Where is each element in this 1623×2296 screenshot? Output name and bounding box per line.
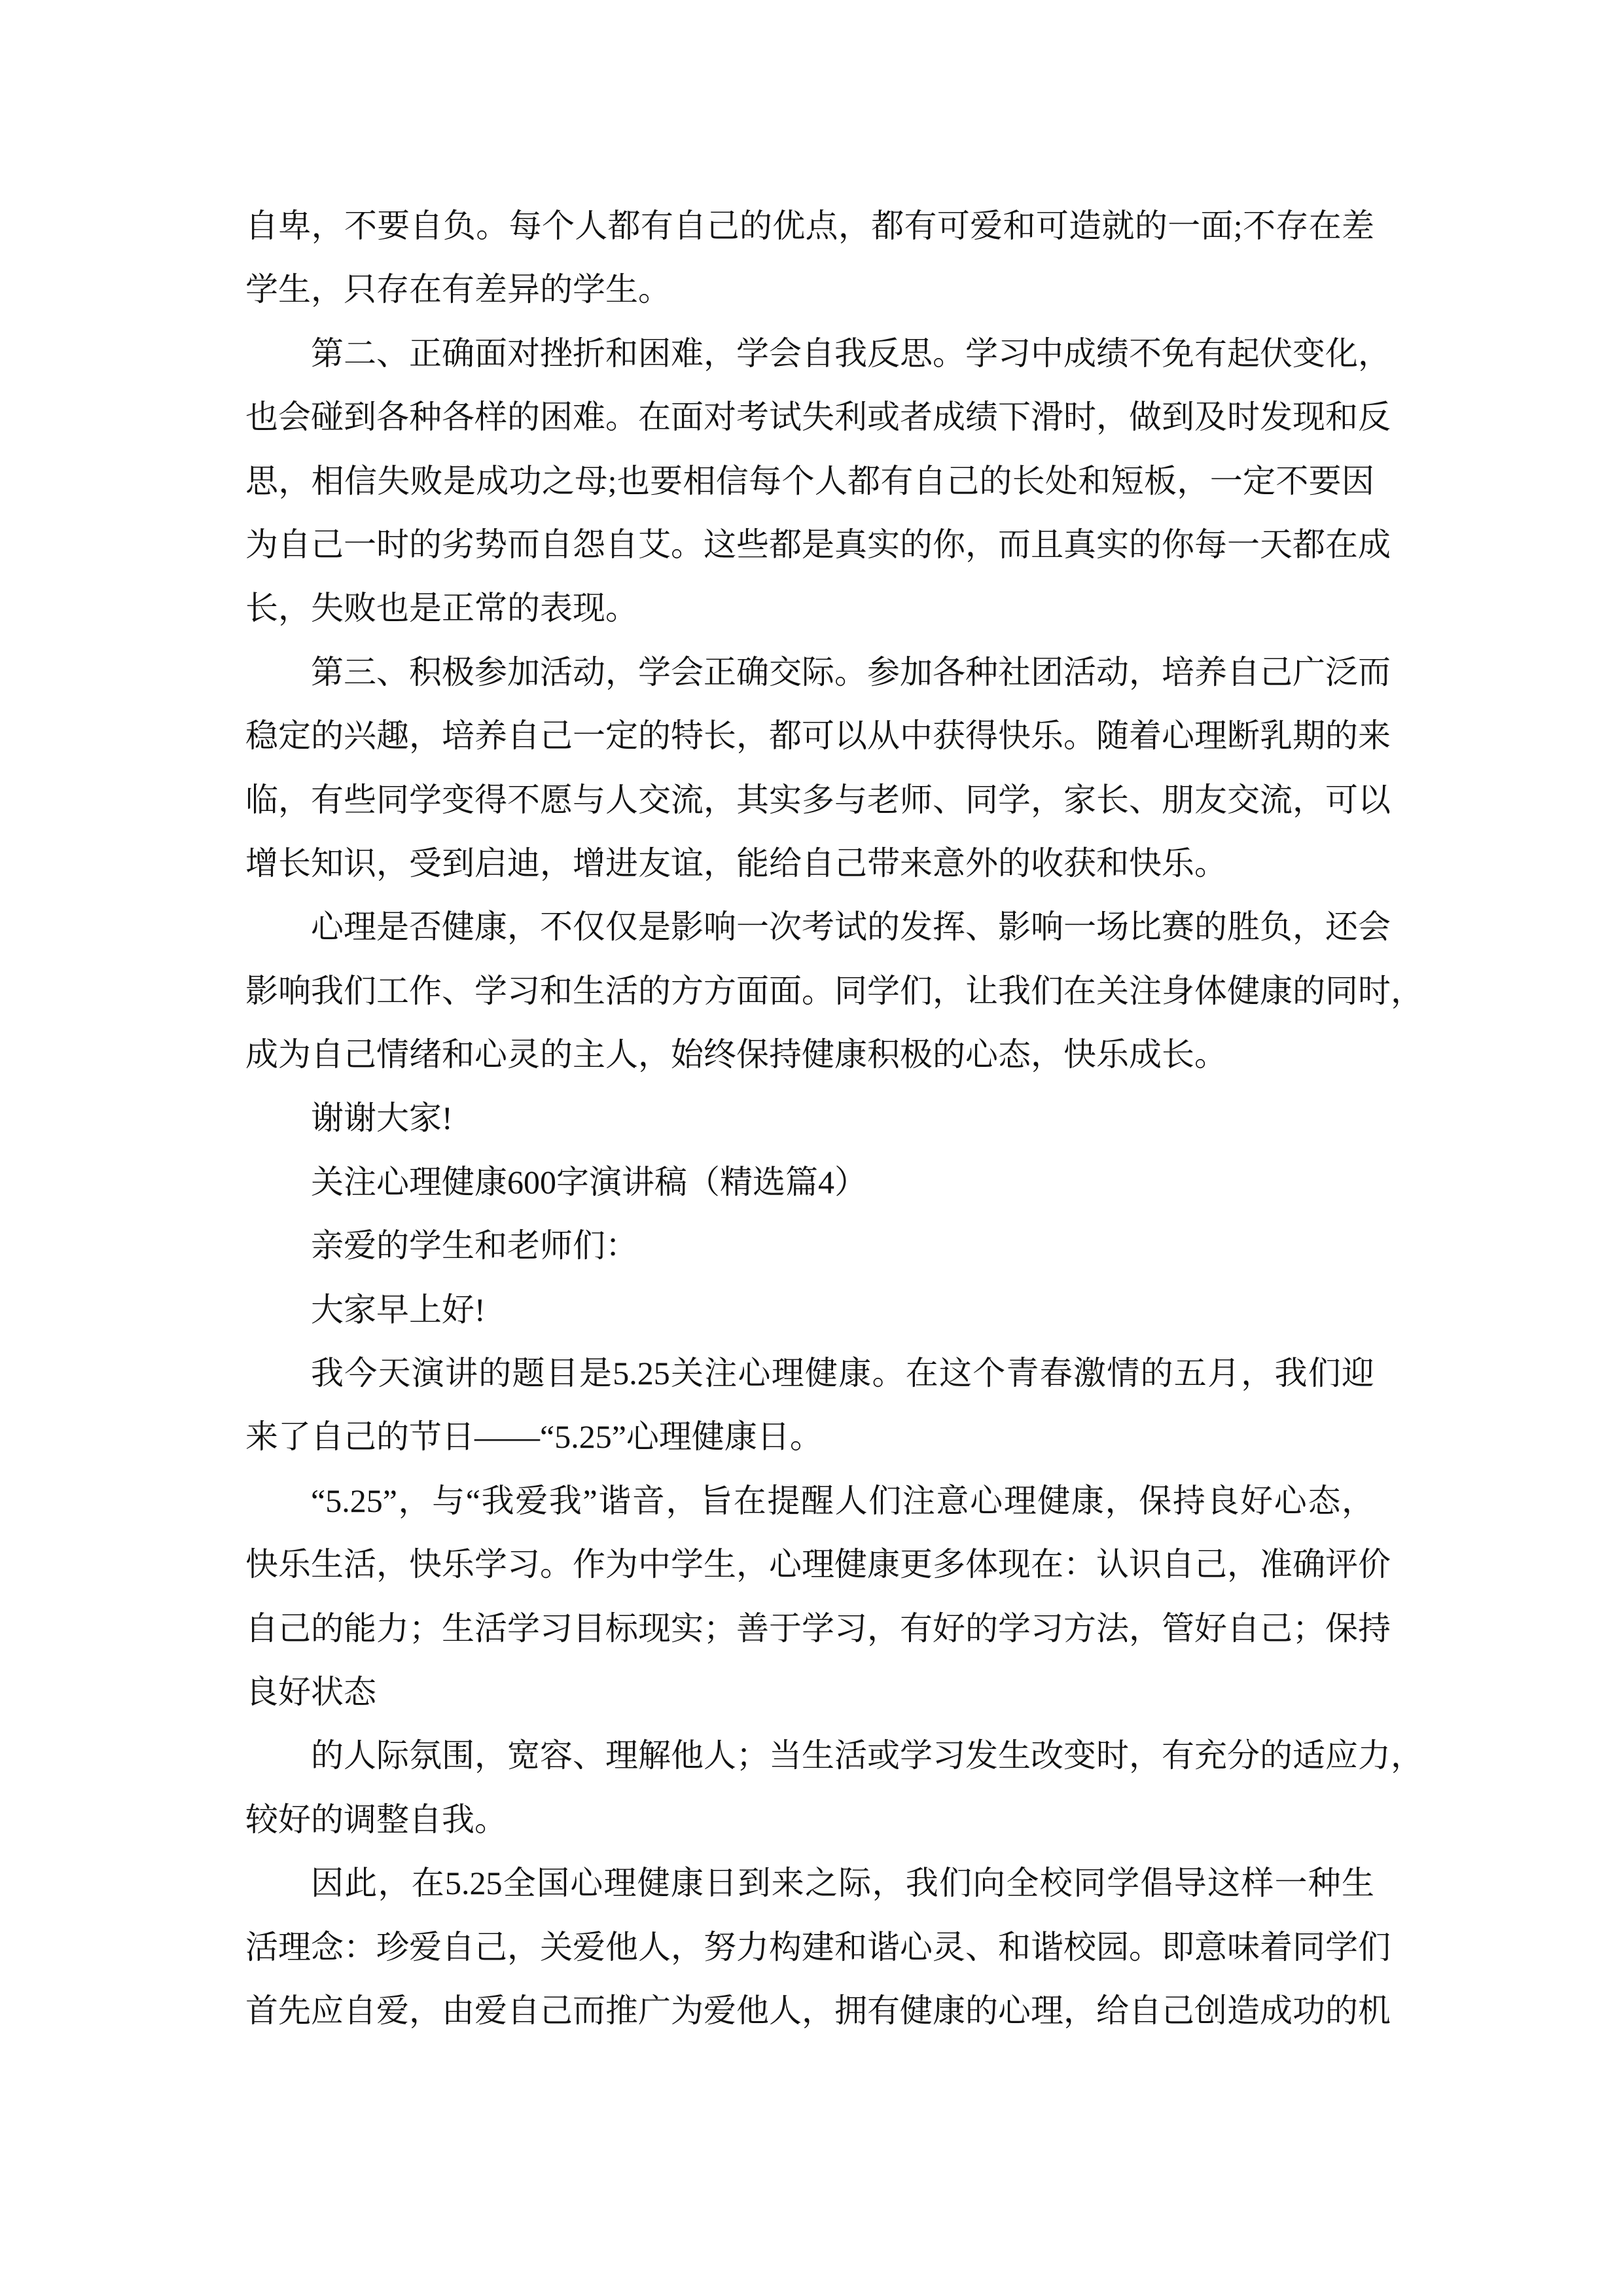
text-line: 我今天演讲的题目是5.25关注心理健康。在这个青春激情的五月，我们迎 — [311, 1355, 1374, 1392]
text-line: 影响我们工作、学习和生活的方方面面。同学们，让我们在关注身体健康的同时， — [245, 972, 1423, 1009]
text-line: 因此，在5.25全国心理健康日到来之际，我们向全校同学倡导这样一种生 — [311, 1865, 1374, 1902]
text-line: 自卑，不要自负。每个人都有自己的优点，都有可爱和可造就的一面;不存在差 — [245, 207, 1374, 244]
paragraph — [245, 1342, 1374, 1469]
text-line: 临，有些同学变得不愿与人交流，其实多与老师、同学，家长、朋友交流，可以 — [245, 781, 1391, 818]
document-page — [245, 194, 1423, 2043]
text-line: 长，失败也是正常的表现。 — [245, 590, 638, 627]
text-line: 心理是否健康，不仅仅是影响一次考试的发挥、影响一场比赛的胜负，还会 — [311, 908, 1391, 946]
text-line: 谢谢大家! — [311, 1100, 453, 1137]
text-line: 较好的调整自我。 — [245, 1801, 507, 1838]
text-line: 为自己一时的劣势而自怨自艾。这些都是真实的你，而且真实的你每一天都在成 — [245, 526, 1391, 563]
text-line: 来了自己的节日——“5.25”心理健康日。 — [245, 1418, 823, 1456]
text-line: 学生，只存在有差异的学生。 — [245, 271, 671, 308]
text-line: 稳定的兴趣，培养自己一定的特长，都可以从中获得快乐。随着心理断乳期的来 — [245, 717, 1391, 755]
paragraph — [245, 1469, 1391, 1725]
text-line: 第二、正确面对挫折和困难，学会自我反思。学习中成绩不免有起伏变化， — [311, 334, 1391, 372]
text-line: 也会碰到各种各样的困难。在面对考试失利或者成绩下滑时，做到及时发现和反 — [245, 399, 1391, 436]
text-line: 自己的能力；生活学习目标现实；善于学习，有好的学习方法，管好自己；保持 — [245, 1609, 1391, 1647]
paragraph — [245, 1151, 1374, 1214]
paragraph — [245, 1086, 1374, 1150]
paragraph — [245, 895, 1423, 1086]
text-line: 大家早上好! — [311, 1291, 486, 1328]
text-line: 亲爱的学生和老师们： — [311, 1227, 638, 1265]
text-line: 思，相信失败是成功之母;也要相信每个人都有自己的长处和短板，一定不要因 — [245, 462, 1374, 499]
text-line: 良好状态 — [245, 1673, 376, 1710]
text-line: 关注心理健康600字演讲稿（精选篇4） — [311, 1163, 867, 1200]
paragraph — [245, 1724, 1423, 1852]
text-line: “5.25”，与“我爱我”谐音，旨在提醒人们注意心理健康，保持良好心态， — [311, 1482, 1374, 1519]
text-line: 第三、积极参加活动，学会正确交际。参加各种社团活动，培养自己广泛而 — [311, 653, 1391, 691]
paragraph — [245, 641, 1391, 896]
text-line: 的人际氛围，宽容、理解他人；当生活或学习发生改变时，有充分的适应力， — [311, 1737, 1423, 1774]
text-line: 成为自己情绪和心灵的主人，始终保持健康积极的心态，快乐成长。 — [245, 1036, 1227, 1073]
text-line: 增长知识，受到启迪，增进友谊，能给自己带来意外的收获和快乐。 — [245, 844, 1227, 882]
paragraph — [245, 1852, 1391, 2043]
paragraph — [245, 1214, 1374, 1278]
text-line: 快乐生活，快乐学习。作为中学生，心理健康更多体现在：认识自己，准确评价 — [245, 1546, 1391, 1583]
paragraph — [245, 194, 1374, 322]
paragraph — [245, 1278, 1374, 1342]
paragraph — [245, 322, 1391, 641]
text-line: 活理念：珍爱自己，关爱他人，努力构建和谐心灵、和谐校园。即意味着同学们 — [245, 1928, 1391, 1965]
text-line: 首先应自爱，由爱自己而推广为爱他人，拥有健康的心理，给自己创造成功的机 — [245, 1992, 1391, 2029]
